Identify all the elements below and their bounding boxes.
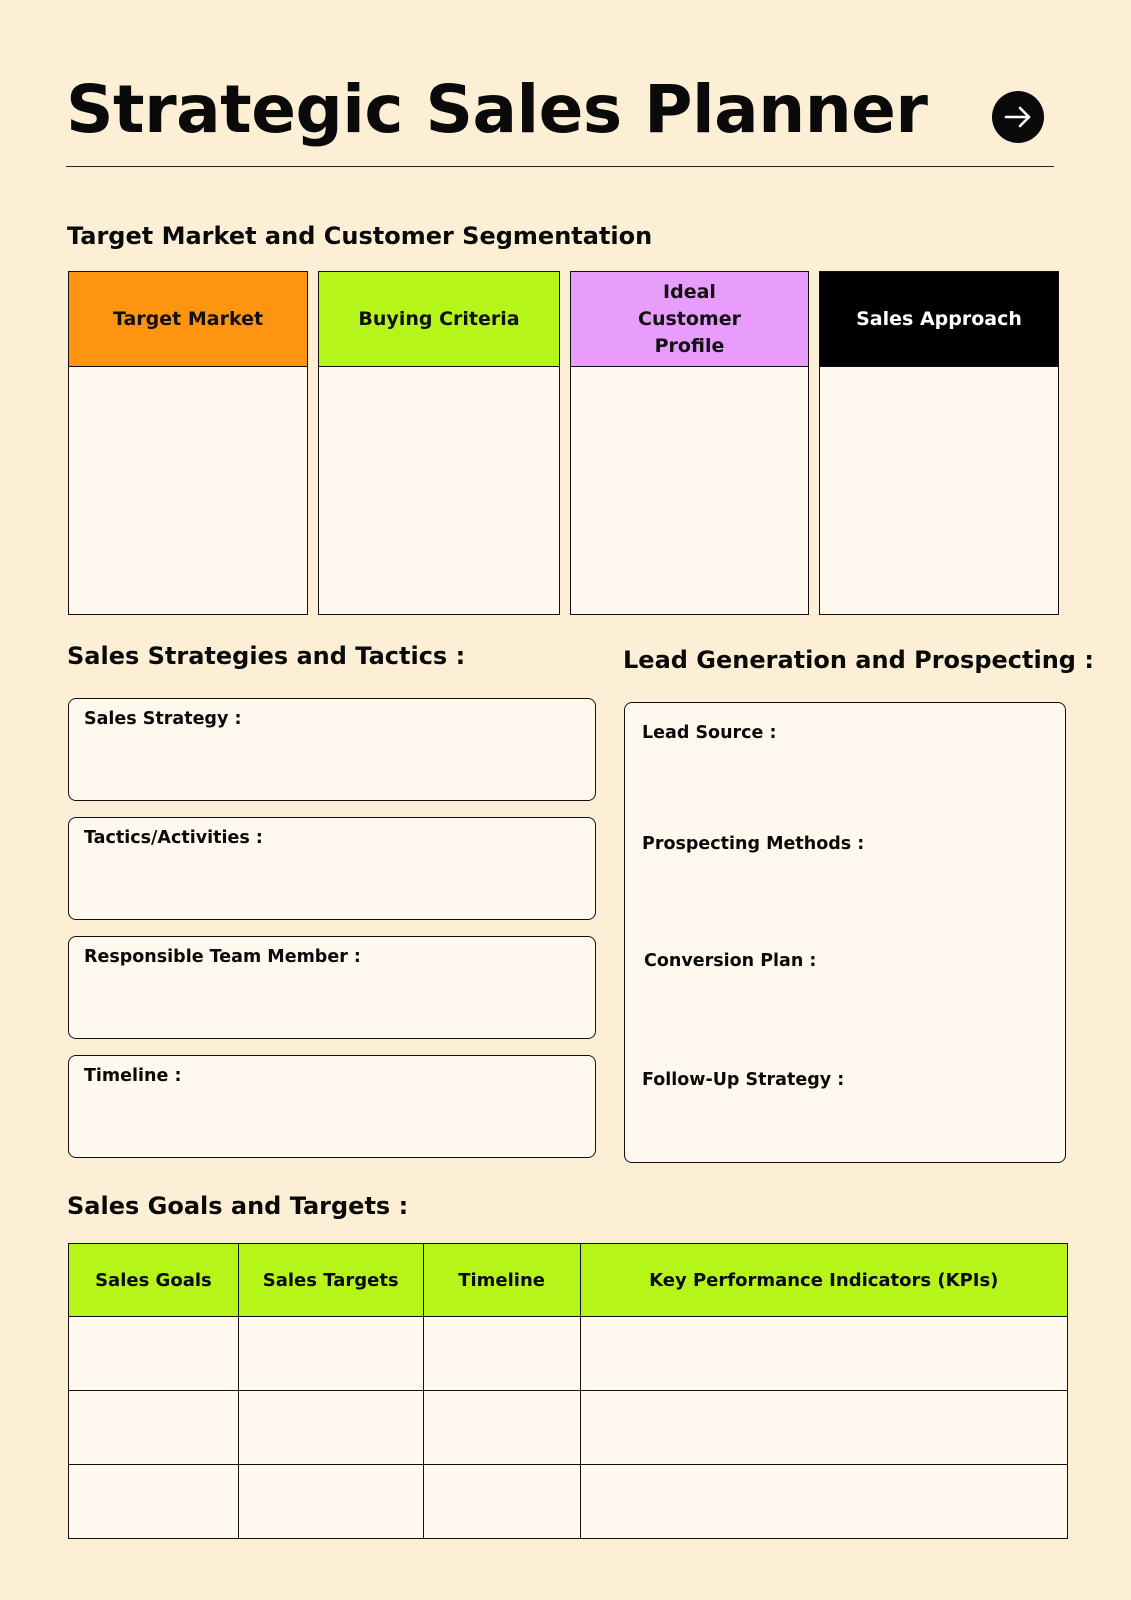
table-row [69, 1465, 1068, 1539]
goals-header-row [69, 1244, 1068, 1317]
page-title: Strategic Sales Planner [66, 71, 928, 148]
col-timeline: Timeline [423, 1244, 580, 1317]
col-kpis: Key Performance Indicators (KPIs) [580, 1244, 1067, 1317]
table-cell[interactable] [423, 1391, 580, 1465]
timeline-field[interactable] [68, 1055, 596, 1158]
lead-generation-box[interactable] [624, 702, 1066, 1163]
table-row [69, 1317, 1068, 1391]
next-button[interactable] [992, 91, 1044, 143]
strategies-heading: Sales Strategies and Tactics : [67, 642, 466, 670]
prospecting-methods-label: Prospecting Methods : [642, 834, 865, 854]
col-sales-goals: Sales Goals [69, 1244, 239, 1317]
col-sales-targets: Sales Targets [238, 1244, 423, 1317]
table-cell[interactable] [69, 1317, 239, 1391]
segment-column-ideal-customer-profile [570, 271, 809, 615]
tactics-activities-field[interactable] [68, 817, 596, 920]
responsible-team-member-label: Responsible Team Member : [84, 947, 361, 967]
table-row [69, 1391, 1068, 1465]
table-cell[interactable] [238, 1317, 423, 1391]
follow-up-strategy-label: Follow-Up Strategy : [642, 1070, 845, 1090]
responsible-team-member-field[interactable] [68, 936, 596, 1039]
sales-strategy-label: Sales Strategy : [84, 709, 242, 729]
table-cell[interactable] [69, 1465, 239, 1539]
tactics-activities-label: Tactics/Activities : [84, 828, 263, 848]
table-cell[interactable] [580, 1391, 1067, 1465]
table-cell[interactable] [69, 1391, 239, 1465]
conversion-plan-label: Conversion Plan : [644, 951, 817, 971]
segment-header-ideal-customer-profile: Ideal Customer Profile [571, 272, 808, 367]
title-divider [66, 166, 1054, 167]
arrow-right-icon [1001, 100, 1035, 134]
segment-column-sales-approach [819, 271, 1059, 615]
sales-strategy-field[interactable] [68, 698, 596, 801]
timeline-label: Timeline : [84, 1066, 182, 1086]
goals-heading: Sales Goals and Targets : [67, 1192, 409, 1220]
segment-column-buying-criteria [318, 271, 560, 615]
table-cell[interactable] [423, 1465, 580, 1539]
segmentation-heading: Target Market and Customer Segmentation [67, 222, 653, 250]
goals-table [68, 1243, 1068, 1539]
table-cell[interactable] [580, 1317, 1067, 1391]
segment-header-sales-approach: Sales Approach [820, 272, 1058, 367]
table-cell[interactable] [580, 1465, 1067, 1539]
table-cell[interactable] [238, 1465, 423, 1539]
table-cell[interactable] [423, 1317, 580, 1391]
segment-header-buying-criteria: Buying Criteria [319, 272, 559, 367]
leads-heading: Lead Generation and Prospecting : [623, 646, 1094, 674]
segment-header-target-market: Target Market [69, 272, 307, 367]
lead-source-label: Lead Source : [642, 723, 777, 743]
segment-column-target-market [68, 271, 308, 615]
table-cell[interactable] [238, 1391, 423, 1465]
